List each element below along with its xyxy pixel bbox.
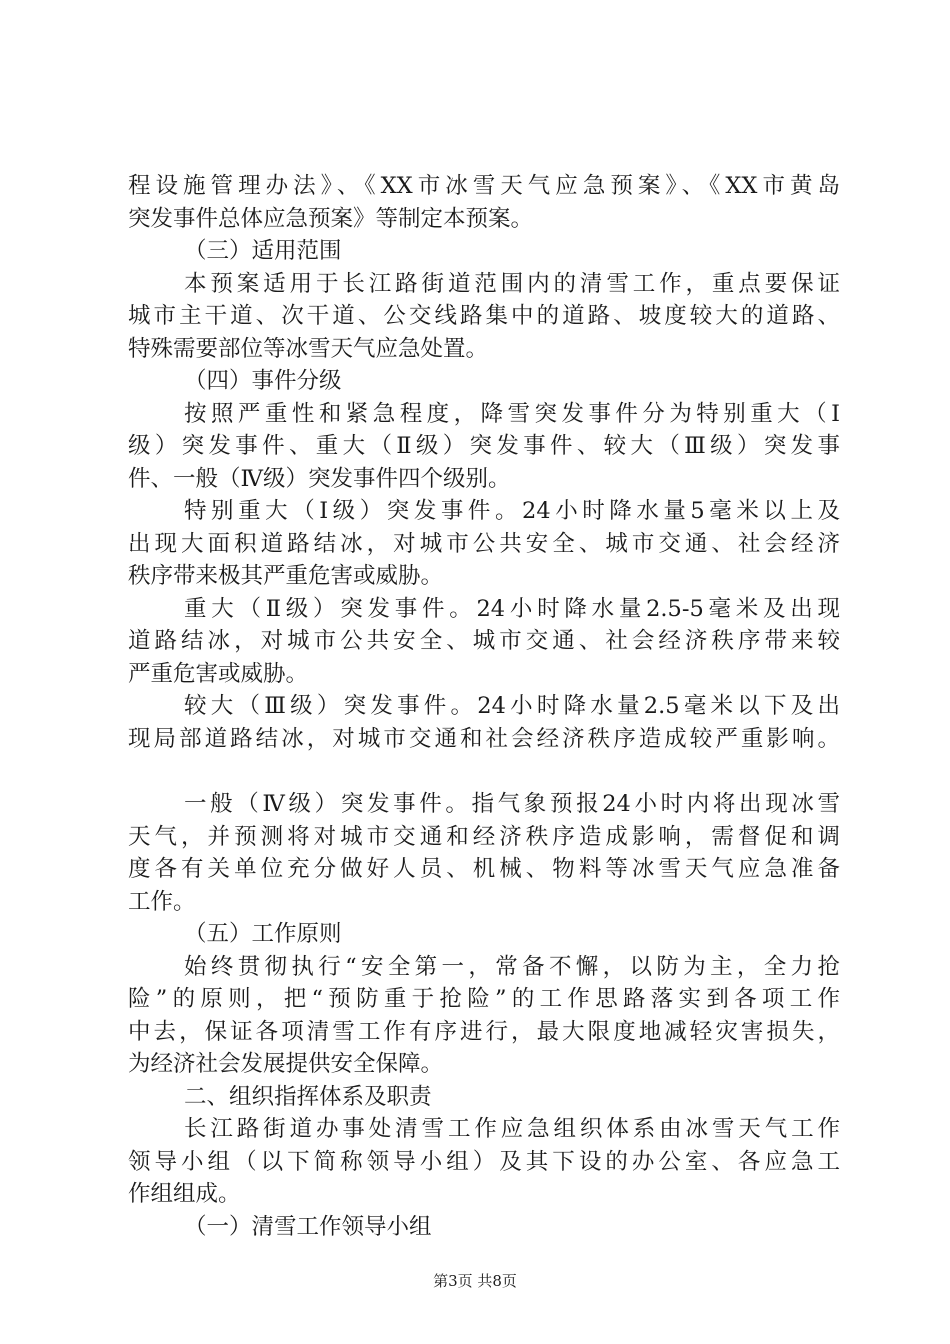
text-line: 城市主干道、次干道、公交线路集中的道路、坡度较大的道路、: [128, 303, 840, 329]
text-line: 度各有关单位充分做好人员、机械、物料等冰雪天气应急准备: [128, 856, 840, 882]
paragraph-level-2: [128, 593, 840, 691]
paragraph-classification: [128, 398, 840, 496]
text-line: 程设施管理办法》、《XX市冰雪天气应急预案》、《XX市黄岛: [128, 173, 840, 199]
text-line: 严重危害或威胁。: [128, 660, 309, 687]
paragraph-principles: [128, 951, 840, 1081]
paragraph-level-4: [128, 788, 840, 918]
text-line: 始终贯彻执行“安全第一，常备不懈，以防为主，全力抢: [184, 953, 840, 980]
text-line: 为经济社会发展提供安全保障。: [128, 1051, 444, 1077]
paragraph-legal-basis: [128, 170, 840, 235]
text-line: 领导小组（以下简称领导小组）及其下设的办公室、各应急工: [128, 1148, 840, 1175]
text-line: 较大（Ⅲ级）突发事件。24小时降水量2.5毫米以下及出: [184, 693, 840, 719]
text-line: 工作。: [128, 888, 196, 915]
text-line: 重大（Ⅱ级）突发事件。24小时降水量2.5-5毫米及出现: [184, 595, 840, 622]
text-line: 中去，保证各项清雪工作有序进行，最大限度地减轻灾害损失，: [128, 1018, 840, 1045]
text-line: 秩序带来极其严重危害或威胁。: [128, 563, 444, 589]
paragraph-organization: [128, 1113, 840, 1211]
text-line: 天气，并预测将对城市交通和经济秩序造成影响，需督促和调: [128, 823, 840, 850]
paragraph-scope: [128, 268, 840, 366]
text-line: 出现大面积道路结冰，对城市公共安全、城市交通、社会经济: [128, 530, 840, 557]
text-line: 本预案适用于长江路街道范围内的清雪工作，重点要保证: [184, 270, 840, 297]
text-line: 一般（Ⅳ级）突发事件。指气象预报24小时内将出现冰雪: [184, 791, 840, 817]
section-heading-principles: （五）工作原则: [184, 921, 342, 947]
section-heading-scope: （三）适用范围: [184, 238, 342, 264]
chapter-heading-organization: 二、组织指挥体系及职责: [184, 1083, 432, 1110]
paragraph-level-3: [128, 690, 840, 755]
section-heading-leading-group: （一）清雪工作领导小组: [184, 1213, 432, 1240]
text-line: 现局部道路结冰，对城市交通和社会经济秩序造成较严重影响。: [128, 725, 840, 752]
section-heading-classification: （四）事件分级: [184, 368, 342, 394]
text-line: 级）突发事件、重大（Ⅱ级）突发事件、较大（Ⅲ级）突发事: [128, 433, 840, 459]
text-line: 作组组成。: [128, 1181, 241, 1207]
blank-line: [128, 755, 840, 788]
text-line: 险”的原则，把“预防重于抢险”的工作思路落实到各项工作: [128, 986, 840, 1012]
text-line: 特殊需要部位等冰雪天气应急处置。: [128, 335, 489, 362]
text-line: 件、一般（Ⅳ级）突发事件四个级别。: [128, 465, 511, 492]
text-line: 道路结冰，对城市公共安全、城市交通、社会经济秩序带来较: [128, 628, 840, 654]
text-line: 特别重大（Ⅰ级）突发事件。24小时降水量5毫米以上及: [184, 498, 840, 524]
document-body: [128, 170, 840, 1243]
text-line: 按照严重性和紧急程度，降雪突发事件分为特别重大（Ⅰ: [184, 400, 840, 427]
paragraph-level-1: [128, 495, 840, 593]
page-number-footer: 第3页 共8页: [433, 1272, 517, 1290]
text-line: 长江路街道办事处清雪工作应急组织体系由冰雪天气工作: [184, 1116, 840, 1142]
text-line: 突发事件总体应急预案》等制定本预案。: [128, 205, 534, 232]
